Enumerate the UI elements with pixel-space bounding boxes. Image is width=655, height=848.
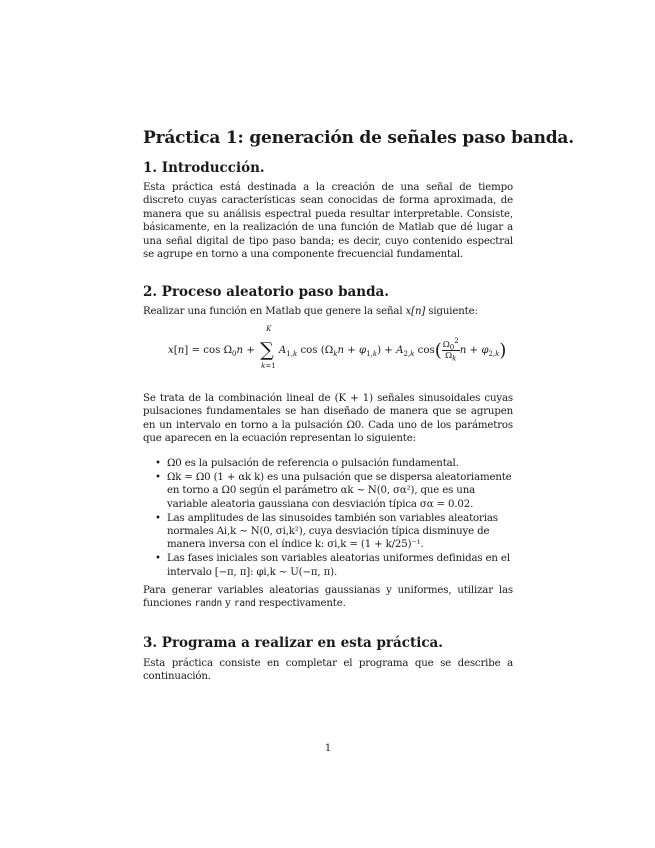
section-1-paragraph: Esta práctica está destinada a la creación de una señal de tiempo discreto cuyas características sean conocidas de forma aproximada, de manera que su análisis espectral pueda resultar interpretable. Consiste, básicamente, en la realización de una función de Matlab que dé lugar a una señal digital de tipo paso banda; es decir, cuyo contenido espectral se agrupe en torno a una componente frecuencial fundamental. (143, 182, 513, 261)
section-1-heading: 1. Introducción. (143, 160, 265, 176)
page-title: Práctica 1: generación de señales paso banda. (143, 128, 574, 148)
section-3-heading: 3. Programa a realizar en esta práctica. (143, 635, 443, 651)
bullet-icon: • (155, 553, 161, 565)
section-2-heading: 2. Proceso aleatorio paso banda. (143, 284, 389, 300)
bullet-icon: • (155, 458, 161, 469)
list-item: • Las fases iniciales son variables aleatorias uniformes definidas en el intervalo [−π, π]: φi,k ∼ U(−π, π). (155, 553, 510, 578)
section-2-description: Se trata de la combinación lineal de (K + 1) señales sinusoidales cuyas pulsaciones fundamentales se han diseñado de manera que se agrupen en un intervalo en torno a la pulsación Ω0. Cada uno de los parámetros que aparecen en la ecuación representan lo siguiente: (143, 393, 513, 445)
section-3-paragraph: Esta práctica consiste en completar el programa que se describe a continuación. (143, 658, 513, 683)
section-2-closing: Para generar variables aleatorias gaussianas y uniformes, utilizar las funciones randn y rand respectivamente. (143, 585, 513, 610)
signal-equation: $x[n] = \cos \Omega_0n$ + ∑ K k=1 $A_{1,k}$ $\cos (\Omega_kn + \varphi_{1,k}) + A_{2,k}$ cos( $\frac{\Omega_0^2}{\Omega_k}$ $n + \varphi_{2,k}$) (168, 325, 507, 370)
rand-code: rand (233, 598, 256, 610)
list-item: • Ωk = Ω0 (1 + αk k) es una pulsación que se dispersa aleatoriamente en torno a Ω0 según el parámetro αk ∼ N(0, σα²), que es una variable aleatoria gaussiana con desviación típica σα = 0.02. (155, 472, 512, 510)
list-item: • Ω0 es la pulsación de referencia o pulsación fundamental. (155, 458, 459, 469)
page-number: 1 (324, 743, 332, 754)
bullet-icon: • (155, 472, 161, 484)
bullet-icon: • (155, 512, 161, 524)
parameter-list (143, 457, 513, 580)
randn-code: randn (194, 598, 223, 610)
list-item: • Las amplitudes de las sinusoides también son variables aleatorias normales Ai,k ∼ N(0, σi,k²), cuya desviación típica disminuye de manera inversa con el índice k: σi,k = (1 + k/25)⁻¹. (155, 512, 498, 551)
section-2-intro: Realizar una función en Matlab que genere la señal x[n] siguiente: (143, 306, 478, 317)
